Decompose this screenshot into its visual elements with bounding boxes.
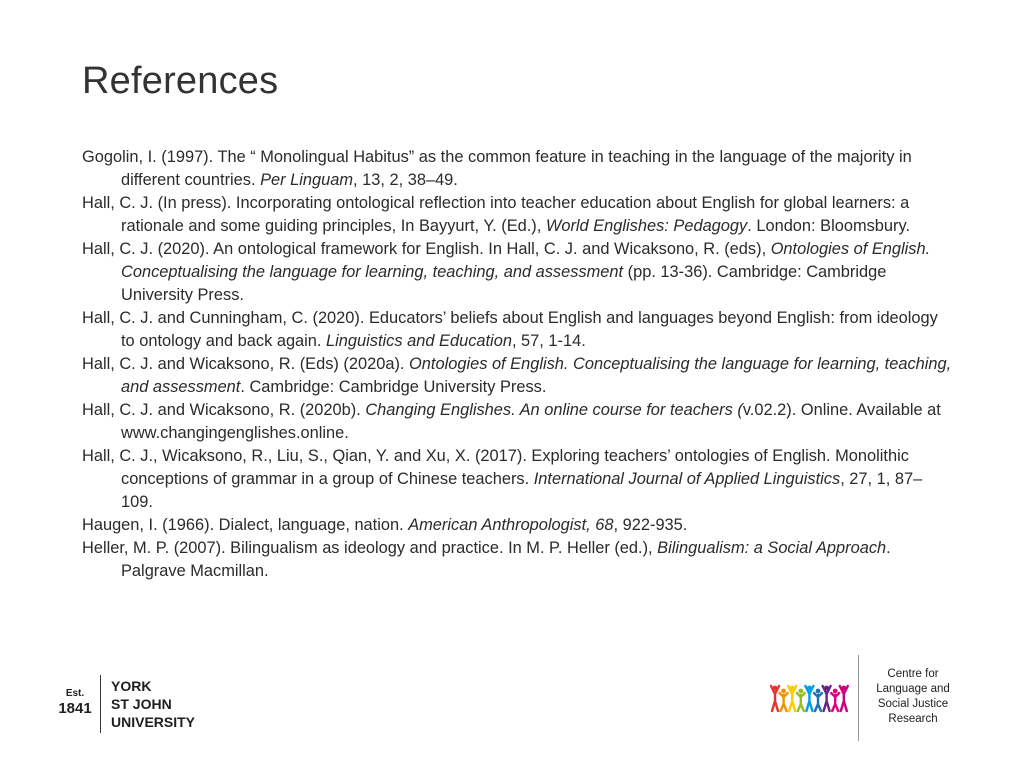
reference-text: . Palgrave Macmillan.	[121, 539, 891, 580]
reference-text: , 13, 2, 38–49.	[353, 171, 458, 189]
reference-entry	[82, 514, 952, 537]
page-title: References	[82, 60, 279, 102]
reference-text: Hall, C. J. and Wicaksono, R. (2020b).	[82, 401, 366, 419]
reference-text: Hall, C. J. (In press). Incorporating ontological reflection into teacher education about English for global learners: a rationale and some guiding principles, In Bayyurt, Y. (Ed.),	[82, 194, 910, 235]
person-figure	[823, 686, 831, 711]
est-label: Est.	[65, 688, 85, 699]
person-figure	[814, 689, 822, 711]
reference-title: Ontologies of English. Conceptualising the language for learning, teaching, and assessment	[121, 355, 952, 396]
reference-entry	[82, 353, 952, 399]
centre-logo	[770, 655, 970, 741]
reference-text: v.02.2). Online. Available at www.changingenglishes.online.	[121, 401, 941, 442]
people-figures-icon	[770, 683, 852, 713]
reference-text: Hall, C. J., Wicaksono, R., Liu, S., Qian, Y. and Xu, X. (2017). Exploring teachers’ ontologies of English. Monolithic conceptions of grammar in a group of Chinese teachers.	[82, 447, 909, 488]
reference-title: American Anthropologist, 68	[408, 516, 614, 534]
reference-entry	[82, 238, 952, 307]
reference-text: Hall, C. J. (2020). An ontological framework for English. In Hall, C. J. and Wicaksono, R. (eds),	[82, 240, 771, 258]
centre-line-3: Social Justice	[877, 698, 949, 710]
established-mark	[58, 688, 92, 718]
reference-text: Gogolin, I. (1997). The “ Monolingual Habitus” as the common feature in teaching in the language of the majority in different countries.	[82, 148, 912, 189]
reference-text: (pp. 13-36). Cambridge: Cambridge University Press.	[121, 263, 887, 304]
reference-entry	[82, 537, 952, 583]
centre-logo-divider	[858, 655, 859, 741]
centre-line-2: Language and	[876, 683, 950, 695]
person-figure	[831, 689, 839, 711]
centre-name	[868, 667, 958, 727]
reference-text: Haugen, I. (1966). Dialect, language, nation.	[82, 516, 409, 534]
reference-text: , 57, 1-14.	[511, 332, 586, 350]
reference-title: Linguistics and Education	[326, 332, 512, 350]
university-line-3: UNIVERSITY	[111, 714, 196, 730]
logo-divider	[100, 675, 101, 733]
person-figure	[771, 686, 779, 711]
reference-title: Ontologies of English. Conceptualising the language for learning, teaching, and assessment	[121, 240, 931, 281]
university-line-2: ST JOHN	[111, 696, 172, 712]
university-line-1: YORK	[111, 678, 152, 694]
centre-line-4: Research	[888, 713, 938, 725]
reference-entry	[82, 445, 952, 514]
reference-entry	[82, 146, 952, 192]
person-figure	[805, 686, 813, 711]
reference-text: , 27, 1, 87–109.	[121, 470, 923, 511]
reference-text: Hall, C. J. and Cunningham, C. (2020). Educators’ beliefs about English and languages beyond English: from ideology to ontology and back again.	[82, 309, 938, 350]
reference-list	[82, 146, 952, 583]
est-year: 1841	[58, 700, 92, 717]
reference-text: , 922-935.	[613, 516, 688, 534]
person-figure	[788, 686, 796, 711]
reference-title: Per Linguam	[260, 171, 354, 189]
reference-entry	[82, 192, 952, 238]
reference-title: Bilingualism: a Social Approach	[657, 539, 887, 557]
centre-line-1: Centre for	[887, 668, 939, 680]
reference-text: Heller, M. P. (2007). Bilingualism as ideology and practice. In M. P. Heller (ed.),	[82, 539, 658, 557]
person-figure	[840, 686, 848, 711]
person-figure	[780, 689, 788, 711]
reference-entry	[82, 307, 952, 353]
reference-text: Hall, C. J. and Wicaksono, R. (Eds) (2020a).	[82, 355, 410, 373]
reference-text: . London: Bloomsbury.	[747, 217, 911, 235]
reference-entry	[82, 399, 952, 445]
reference-text: . Cambridge: Cambridge University Press.	[240, 378, 547, 396]
university-name	[111, 677, 195, 731]
reference-title: International Journal of Applied Linguistics	[533, 470, 841, 488]
reference-title: Changing Englishes. An online course for teachers (	[365, 401, 743, 419]
person-figure	[797, 689, 805, 711]
reference-title: World Englishes: Pedagogy	[545, 217, 748, 235]
